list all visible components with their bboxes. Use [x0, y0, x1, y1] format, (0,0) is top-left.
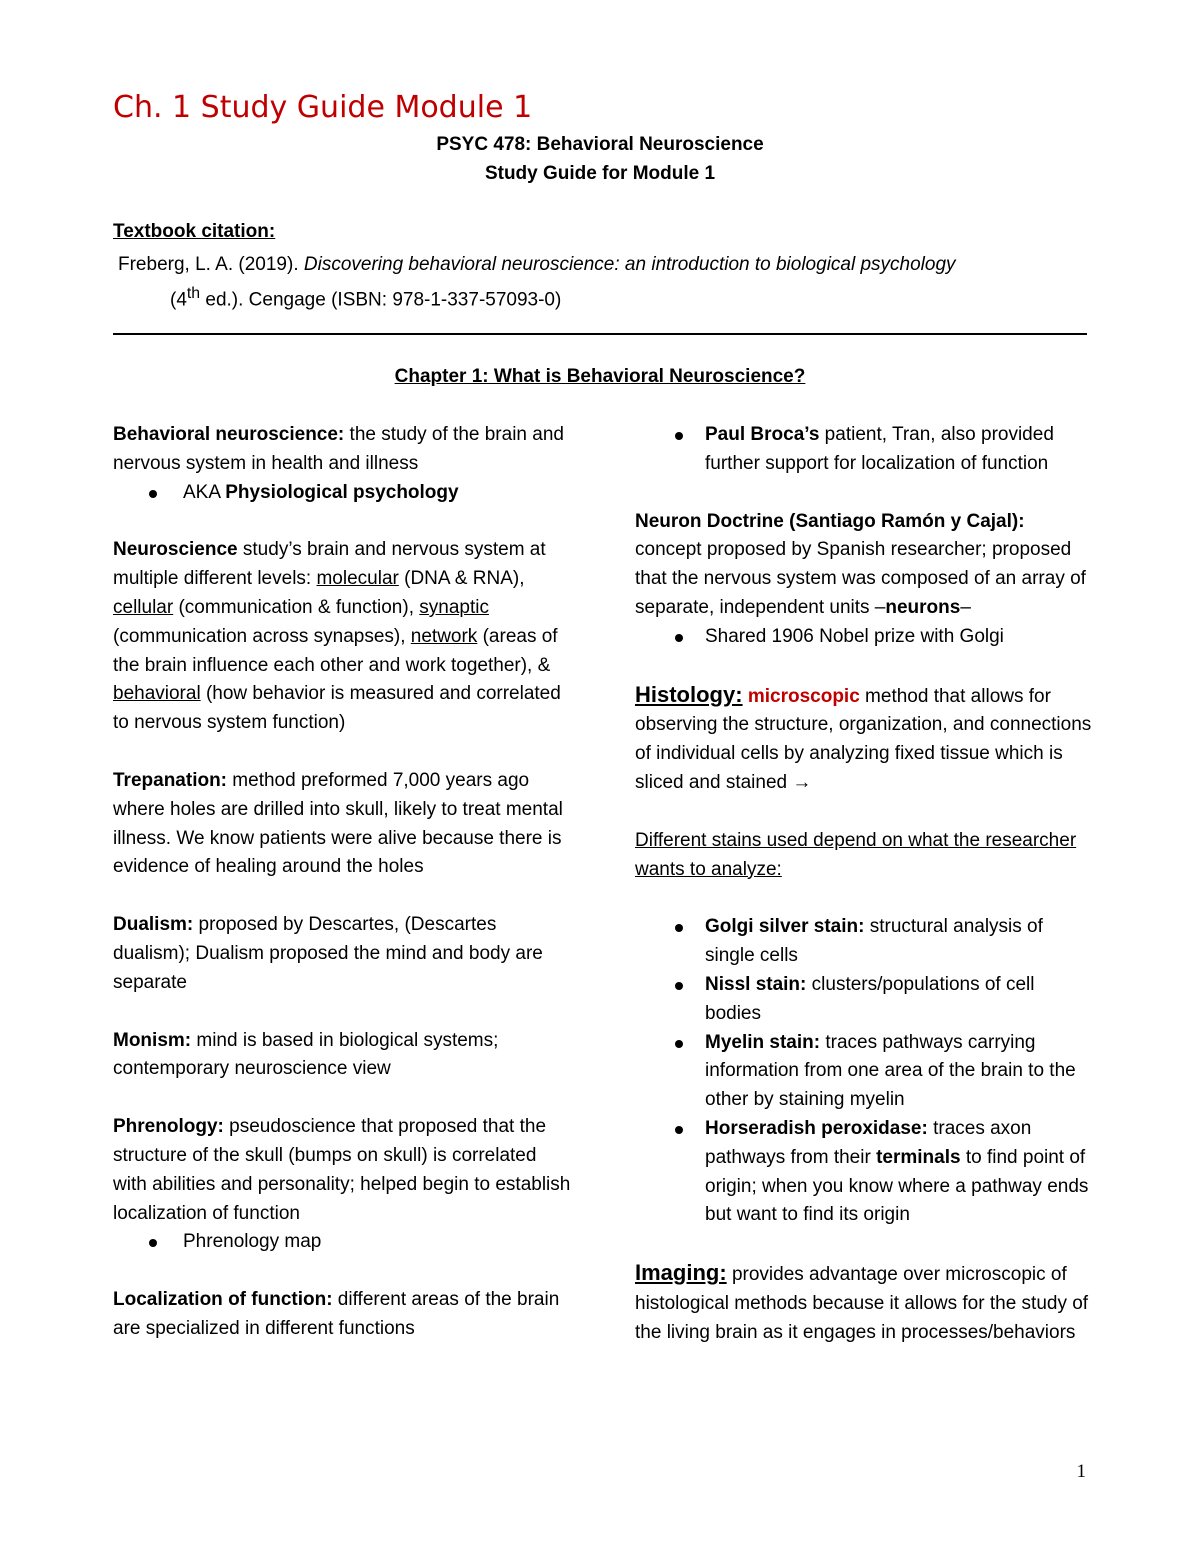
trepanation-definition: Trepanation: method preformed 7,000 years ago where holes are drilled into skull, likely to treat mental illness. We know patients were alive because there is evidence of healing around the holes: [113, 769, 563, 878]
course-name: PSYC 478: Behavioral Neuroscience: [436, 134, 764, 155]
dualism-definition: Dualism: proposed by Descartes, (Descartes dualism); Dualism proposed the mind and body are separate: [113, 914, 543, 993]
textbook-citation: [118, 250, 1078, 314]
page-title: Ch. 1 Study Guide Module 1: [113, 90, 533, 125]
stains-list: [635, 913, 1095, 1230]
broca-list: [635, 421, 1095, 479]
nobel-list: [635, 623, 1095, 652]
list-item: Phrenology map: [113, 1228, 573, 1257]
phrenology-definition: Phrenology: pseudoscience that proposed that the structure of the skull (bumps on skull) is correlated with abilities and personality; helped begin to establish localization of function: [113, 1116, 571, 1224]
citation-book-title: Discovering behavioral neuroscience: an introduction to biological psychology: [303, 254, 956, 275]
citation-edition: (4th ed.). Cengage (ISBN: 978-1-337-57093-0): [170, 285, 562, 311]
list-item: Nissl stain: clusters/populations of cell bodies: [635, 971, 1095, 1029]
left-column: [113, 421, 573, 1373]
imaging-definition: Imaging: provides advantage over microscopic of histological methods because it allows for the study of the living brain as it engages in processes/behaviors: [635, 1260, 1089, 1343]
list-item: Golgi silver stain: structural analysis of single cells: [635, 913, 1095, 971]
right-column: [635, 421, 1095, 1377]
list-item: Horseradish peroxidase: traces axon pathways from their terminals to find point of origin; when you know where a pathway ends but want to find its origin: [635, 1115, 1095, 1230]
stains-heading: Different stains used depend on what the researcher wants to analyze:: [635, 829, 1077, 880]
page-number: 1: [1076, 1461, 1086, 1482]
horizontal-divider: [113, 333, 1087, 335]
histology-definition: Histology: microscopic method that allows for observing the structure, organization, and connections of individual cells by analyzing fixed tissue which is sliced and stained →: [635, 681, 1092, 793]
citation-heading: Textbook citation:: [113, 221, 276, 242]
neuroscience-definition: Neuroscience study’s brain and nervous system at multiple different levels: molecular (DNA & RNA), cellular (communication & function), synaptic (communication across synapses), network (areas of the brain influence each other and work together), & behavioral (how behavior is measured and correlated to nervous system function): [113, 539, 561, 734]
phrenology-list: [113, 1228, 573, 1257]
aka-list: [113, 479, 573, 508]
list-item: Shared 1906 Nobel prize with Golgi: [635, 623, 1095, 652]
document-subtitle: Study Guide for Module 1: [484, 163, 716, 184]
chapter-heading: Chapter 1: What is Behavioral Neuroscience?: [394, 366, 806, 387]
localization-definition: Localization of function: different areas of the brain are specialized in different functions: [113, 1289, 560, 1339]
list-item: Paul Broca’s patient, Tran, also provided further support for localization of function: [635, 421, 1095, 479]
behavioral-neuroscience-definition: Behavioral neuroscience: the study of the brain and nervous system in health and illness: [113, 424, 564, 474]
list-item: AKA Physiological psychology: [113, 479, 573, 508]
arrow-right-icon: →: [792, 771, 812, 793]
monism-definition: Monism: mind is based in biological systems; contemporary neuroscience view: [113, 1029, 499, 1080]
citation-author: Freberg, L. A. (2019).: [118, 254, 304, 275]
neuron-doctrine-definition: Neuron Doctrine (Santiago Ramón y Cajal): concept proposed by Spanish researcher; proposed that the nervous system was composed of an array of separate, independent units –neurons–: [635, 510, 1086, 618]
list-item: Myelin stain: traces pathways carrying information from one area of the brain to the other by staining myelin: [635, 1029, 1095, 1115]
